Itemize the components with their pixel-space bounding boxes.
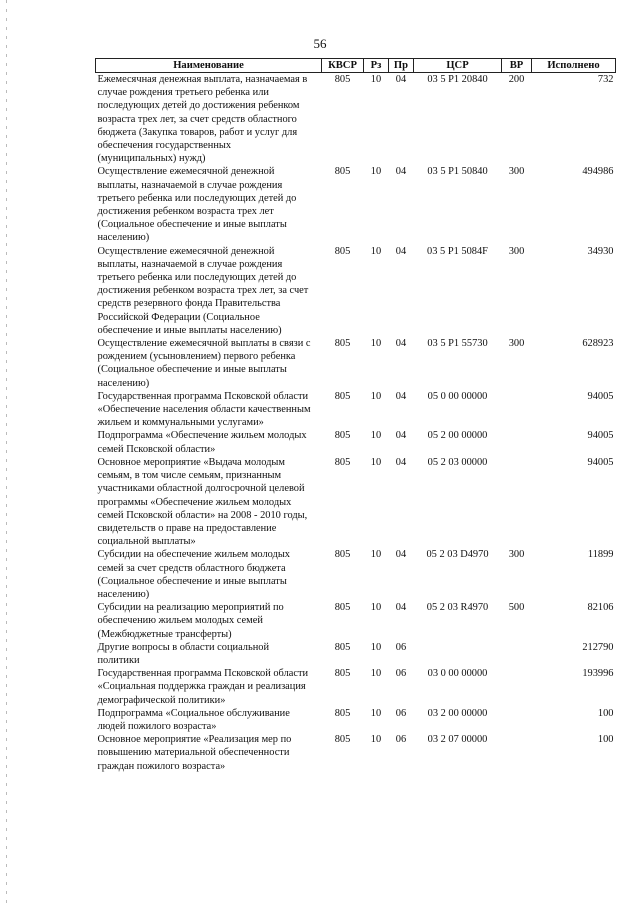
row-vr: 300 [508, 338, 525, 350]
table-row [96, 456, 616, 548]
row-executed: 732 [597, 74, 614, 85]
table-row [96, 601, 616, 641]
header-vr: ВР [502, 59, 532, 73]
row-vr [502, 667, 532, 707]
row-executed: 94005 [587, 390, 614, 402]
row-name: Государственная программа Псковской области «Социальная поддержка граждан и реализация демографической политики» [97, 668, 309, 706]
row-csr: 05 2 03 R4970 [426, 602, 489, 614]
budget-table [95, 58, 616, 773]
row-vr: 500 [508, 602, 525, 614]
row-csr: 03 2 00 00000 [427, 707, 488, 719]
row-kvsr: 805 [334, 456, 351, 468]
row-kvsr: 805 [334, 668, 351, 680]
row-name: Субсидии на обеспечение жильем молодых семей за счет средств областного бюджета (Социальное обеспечение и иные выплаты населению) [97, 549, 290, 600]
row-vr [502, 429, 532, 455]
row-pr: 06 [395, 668, 407, 680]
row-name: Субсидии на реализацию мероприятий по обеспечению жильем молодых семей (Межбюджетные трансферты) [97, 602, 284, 640]
table-row [96, 73, 616, 166]
row-executed: 94005 [587, 430, 614, 442]
row-vr: 200 [508, 74, 525, 85]
row-kvsr: 805 [334, 734, 351, 746]
table-row [96, 390, 616, 430]
table-row [96, 667, 616, 707]
row-rz: 10 [370, 641, 382, 653]
row-csr: 03 5 P1 5084F [427, 245, 488, 257]
row-vr: 300 [508, 549, 525, 561]
table-row [96, 733, 616, 773]
row-pr: 04 [395, 456, 407, 468]
row-kvsr: 805 [334, 549, 351, 561]
row-executed: 11899 [587, 549, 614, 561]
row-rz: 10 [370, 602, 382, 614]
page-number: 56 [313, 36, 327, 51]
row-csr: 05 0 00 00000 [427, 390, 488, 402]
header-rz: Рз [364, 59, 389, 73]
row-executed: 494986 [582, 166, 614, 178]
row-kvsr: 805 [334, 338, 351, 350]
header-executed: Исполнено [532, 59, 616, 73]
row-rz: 10 [370, 390, 382, 402]
row-executed: 193996 [582, 668, 614, 680]
row-name: Основное мероприятие «Выдача молодым семьям, в том числе семьям, признанным участниками областной долгосрочной целевой программы «Обеспечение жильем молодых семей Псковской области» на 2008 - 2010 годы, свидетельств о праве на предоставление социальной выплаты» [97, 456, 308, 548]
row-executed: 94005 [587, 456, 614, 468]
row-vr [502, 390, 532, 430]
table-row [96, 641, 616, 667]
row-kvsr: 805 [334, 707, 351, 719]
row-csr: 03 5 P1 20840 [427, 74, 488, 85]
table-row [96, 337, 616, 390]
row-csr: 05 2 00 00000 [427, 430, 488, 442]
row-pr: 04 [395, 74, 407, 85]
row-kvsr: 805 [334, 74, 351, 85]
row-name: Ежемесячная денежная выплата, назначаемая в случае рождения третьего ребенка или последующих детей до достижения ребенком возраста трех лет, за счет средств областного бюджета (Закупка товаров, работ и услуг для обеспечения государственных (муниципальных) нужд) [97, 74, 308, 165]
row-pr: 04 [395, 430, 407, 442]
row-vr [502, 733, 532, 773]
row-rz: 10 [370, 430, 382, 442]
row-csr: 03 0 00 00000 [427, 668, 488, 680]
row-pr: 04 [395, 390, 407, 402]
row-rz: 10 [370, 549, 382, 561]
row-vr [502, 707, 532, 733]
row-pr: 04 [395, 338, 407, 350]
table-body [96, 73, 616, 773]
row-kvsr: 805 [334, 602, 351, 614]
row-kvsr: 805 [334, 390, 351, 402]
header-pr: Пр [389, 59, 414, 73]
row-vr: 300 [508, 245, 525, 257]
row-name: Подпрограмма «Социальное обслуживание людей пожилого возраста» [97, 707, 290, 732]
row-name: Государственная программа Псковской области «Обеспечение населения области качественным жильем и коммунальными услугами» [97, 390, 311, 429]
row-pr: 04 [395, 602, 407, 614]
row-executed: 628923 [582, 338, 614, 350]
row-rz: 10 [370, 668, 382, 680]
row-csr: 03 5 P1 50840 [427, 166, 488, 178]
row-pr: 06 [395, 734, 407, 746]
row-vr [502, 641, 532, 667]
table-row [96, 707, 616, 733]
table-row [96, 165, 616, 244]
row-name: Подпрограмма «Обеспечение жильем молодых семей Псковской области» [97, 430, 307, 455]
row-executed: 34930 [587, 245, 614, 257]
row-rz: 10 [370, 74, 382, 85]
row-name: Осуществление ежемесячной денежной выплаты, назначаемой в случае рождения третьего ребенка или последующих детей до достижения ребенком возраста трех лет, за счет средств резервного фонда Правительства Российской Федерации (Социальное обеспечение и иные выплаты населению) [97, 245, 309, 336]
row-rz: 10 [370, 707, 382, 719]
row-executed: 100 [597, 734, 614, 746]
row-kvsr: 805 [334, 166, 351, 178]
row-pr: 04 [395, 549, 407, 561]
header-csr: ЦСР [414, 59, 502, 73]
table-row [96, 548, 616, 601]
row-pr: 04 [395, 166, 407, 178]
row-csr [414, 641, 502, 667]
row-name: Осуществление ежемесячной денежной выплаты, назначаемой в случае рождения третьего ребенка или последующих детей до достижения ребенком возраста трех лет (Социальное обеспечение и иные выплаты населению) [97, 166, 297, 244]
row-csr: 05 2 03 00000 [427, 456, 488, 468]
row-pr: 06 [395, 707, 407, 719]
row-kvsr: 805 [334, 641, 351, 653]
row-csr: 03 2 07 00000 [427, 734, 488, 746]
row-vr: 300 [508, 166, 525, 178]
row-executed: 100 [597, 707, 614, 719]
row-name: Основное мероприятие «Реализация мер по повышению материальной обеспеченности граждан пожилого возраста» [97, 734, 292, 772]
row-executed: 82106 [587, 602, 614, 614]
row-rz: 10 [370, 456, 382, 468]
row-csr: 05 2 03 D4970 [426, 549, 489, 561]
table-header-row [96, 59, 616, 73]
row-pr: 04 [395, 245, 407, 257]
row-name: Осуществление ежемесячной выплаты в связи с рождением (усыновлением) первого ребенка (Социальное обеспечение и иные выплаты населению) [97, 338, 311, 389]
row-kvsr: 805 [334, 245, 351, 257]
row-name: Другие вопросы в области социальной политики [97, 641, 270, 666]
row-rz: 10 [370, 338, 382, 350]
table-row [96, 245, 616, 337]
row-rz: 10 [370, 166, 382, 178]
header-name: Наименование [96, 59, 322, 73]
row-executed: 212790 [582, 641, 614, 653]
row-rz: 10 [370, 734, 382, 746]
row-csr: 03 5 P1 55730 [427, 338, 488, 350]
row-vr [502, 456, 532, 548]
table-row [96, 429, 616, 455]
row-kvsr: 805 [334, 430, 351, 442]
row-rz: 10 [370, 245, 382, 257]
row-pr: 06 [395, 641, 407, 653]
header-kvsr: КВСР [322, 59, 364, 73]
scan-edge-mark [6, 0, 7, 905]
